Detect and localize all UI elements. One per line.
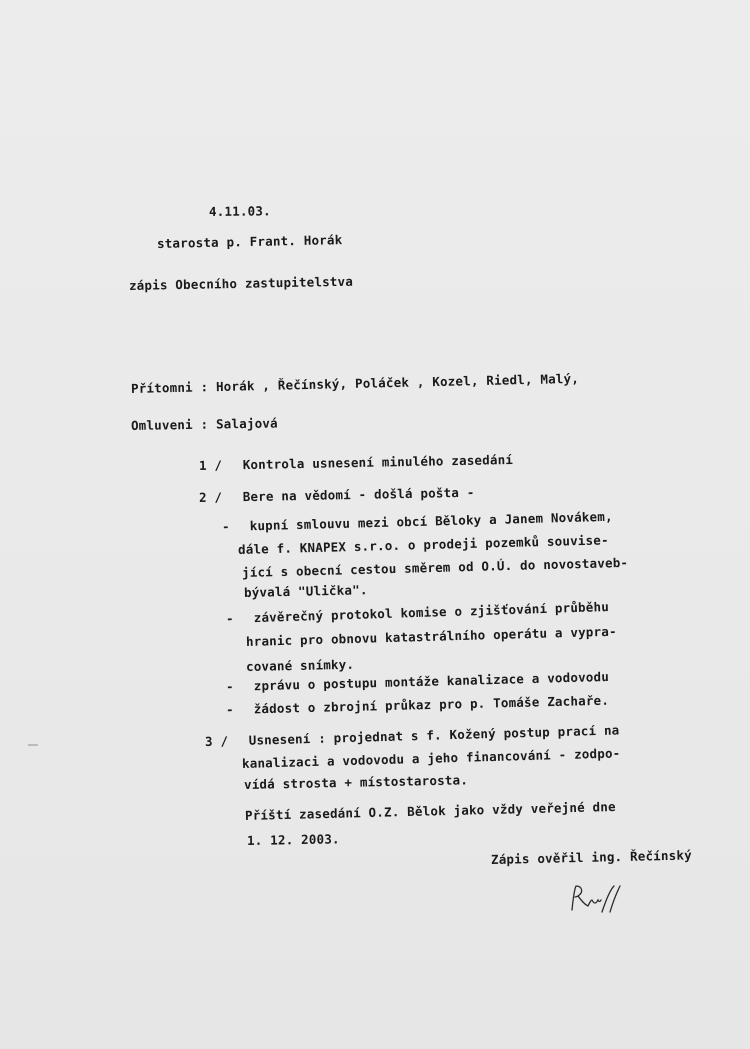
item-text: Usnesení : projednat s f. Kožený postup prací na	[248, 722, 620, 748]
sub-item-text: závěrečný protokol komise o zjišťování průběhu	[253, 598, 610, 626]
item-number: 2 /	[198, 489, 223, 505]
next-meeting-line-2: 1. 12. 2003.	[246, 831, 340, 848]
agenda-item-2	[199, 485, 475, 505]
agenda-item-1	[199, 452, 513, 473]
next-meeting-line-1: Příští zasedání O.Z. Bělok jako vždy veřejné dne	[244, 798, 616, 823]
agenda-item-3-line-2: kanalizaci a vodovodu a jeho financování - zodpo-	[241, 745, 621, 771]
excused-label: Omluveni :	[130, 416, 209, 433]
meeting-date: 4.11.03.	[208, 203, 271, 219]
scan-margin-mark	[28, 744, 38, 746]
mayor-line: starosta p. Frant. Horák	[156, 232, 343, 251]
present-label: Přítomni :	[130, 379, 209, 396]
bullet-dash: -	[221, 518, 230, 534]
present-line	[131, 371, 579, 396]
sub-item-2-line-1	[226, 599, 609, 626]
present-names: Horák , Řečínský, Poláček , Kozel, Riedl, Malý,	[215, 370, 580, 395]
bullet-dash: -	[225, 701, 234, 717]
sub-item-1-line-1	[222, 509, 613, 534]
bullet-dash: -	[225, 678, 234, 694]
agenda-item-3	[205, 722, 620, 749]
sub-item-1-line-3: jící s obecní cestou směrem od O.Ú. do novostaveb-	[241, 554, 629, 580]
item-text: Kontrola usnesení minulého zasedání	[242, 451, 514, 473]
item-text: Bere na vědomí - došlá pošta -	[242, 484, 475, 505]
sub-item-2-line-3: cované snímky.	[245, 656, 355, 674]
sub-item-text: kupní smlouvu mezi obcí Běloky a Janem Novákem,	[249, 508, 613, 534]
item-number: 1 /	[198, 457, 223, 473]
sub-item-text: žádost o zbrojní průkaz pro p. Tomáše Zachaře.	[253, 692, 610, 717]
sub-item-2-line-2: hranic pro obnovu katastrálního operátu a vypra-	[245, 623, 617, 649]
sub-item-4	[226, 693, 609, 717]
verification-line: Zápis ověřil ing. Řečínský	[490, 847, 692, 867]
bullet-dash: -	[225, 610, 234, 626]
item-number: 3 /	[204, 733, 229, 749]
signature-mark	[566, 880, 626, 920]
agenda-item-3-line-3: vídá strosta + místostarosta.	[243, 772, 469, 792]
sub-item-1-line-2: dále f. KNAPEX s.r.o. o prodeji pozemků souvise-	[237, 532, 609, 557]
document-title: zápis Obecního zastupitelstva	[128, 273, 354, 293]
sub-item-text: zprávu o postupu montáže kanalizace a vodovodu	[253, 668, 610, 694]
excused-names: Salajová	[215, 415, 278, 432]
excused-line	[131, 415, 278, 433]
sub-item-1-line-4: bývalá "Ulička".	[243, 582, 368, 600]
